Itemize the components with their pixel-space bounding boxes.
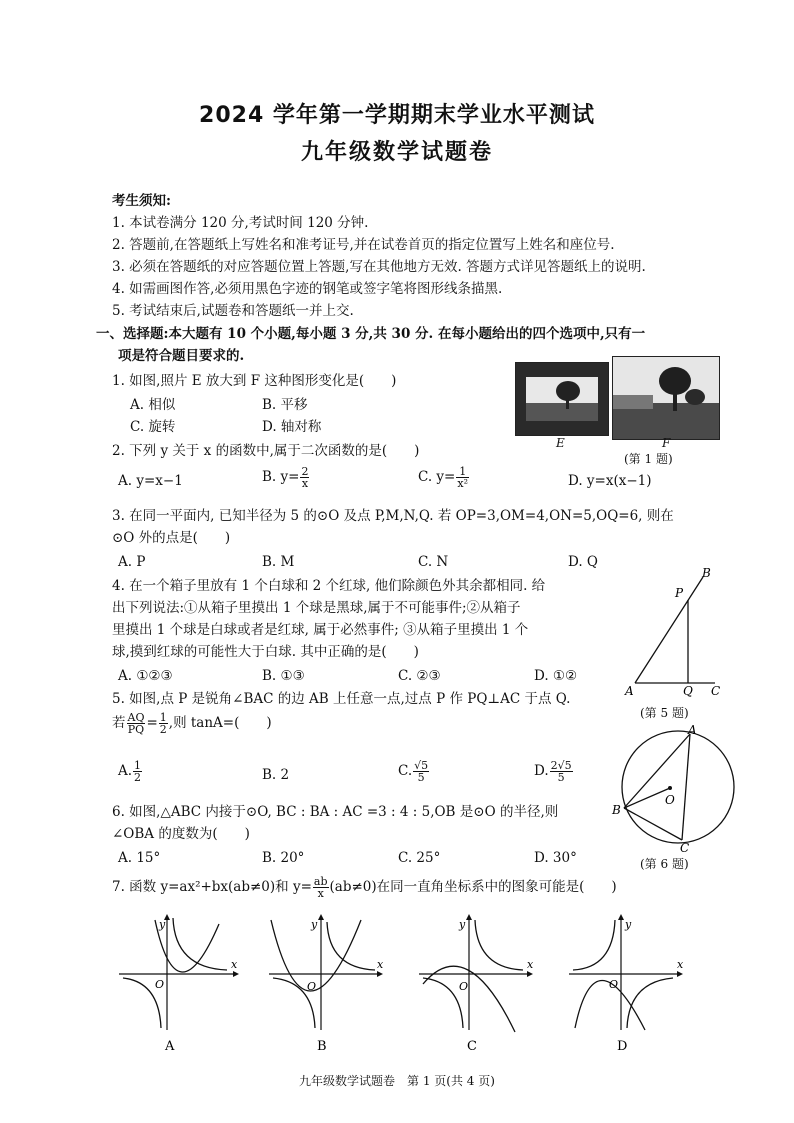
q2-option-a: A. y=x−1: [118, 473, 183, 489]
q5-d-num: 2√5: [550, 759, 572, 772]
q6-stem-2: ∠OBA 的度数为( ): [112, 826, 250, 842]
q4-stem-4: 球,摸到红球的可能性大于白球. 其中正确的是( ): [112, 644, 419, 660]
q7-num: ab: [313, 875, 328, 888]
q1-option-c: C. 旋转: [130, 419, 176, 435]
q5-label-a: A: [625, 684, 634, 698]
q6-option-c: C. 25°: [398, 850, 441, 866]
q6-option-a: A. 15°: [118, 850, 161, 866]
page-footer: 九年级数学试题卷 第 1 页(共 4 页): [299, 1074, 495, 1088]
q7-c-axis-y: y: [459, 918, 466, 931]
q3-stem-2: ⊙O 外的点是( ): [112, 530, 231, 546]
q6-option-d: D. 30°: [534, 850, 577, 866]
q6-caption: (第 6 题): [640, 857, 689, 871]
q2-c-num: 1: [456, 466, 469, 478]
exam-title: 2024 学年第一学期期末学业水平测试: [199, 103, 595, 128]
photo-f-image: [613, 357, 719, 439]
notice-item-1: 1. 本试卷满分 120 分,考试时间 120 分钟.: [112, 215, 369, 231]
q7-d-axis-x: x: [677, 958, 684, 971]
q5-c-fraction: [413, 760, 429, 783]
q5-c-den: 5: [417, 771, 425, 784]
q3-option-b: B. M: [262, 554, 295, 570]
q7-c-label: C: [467, 1039, 477, 1054]
q2-b-num: 2: [301, 465, 309, 478]
q3-option-d: D. Q: [568, 554, 598, 570]
q6-label-a: A: [688, 723, 697, 737]
photo-f: [612, 356, 720, 440]
q4-option-c: C. ②③: [398, 668, 441, 684]
q7-d-axis-y: y: [625, 918, 632, 931]
q7-den: x: [317, 887, 324, 900]
q5-label-c: C: [711, 684, 721, 698]
q5-option-b: B. 2: [262, 767, 290, 783]
q4-option-b: B. ①③: [262, 668, 305, 684]
q5-option-c: [398, 760, 430, 783]
q3-option-c: C. N: [418, 554, 449, 570]
notice-item-4: 4. 如需画图作答,必须用黑色字迹的钢笔或签字笔将图形线条描黑.: [112, 281, 503, 297]
q2-option-d: D. y=x(x−1): [568, 473, 652, 489]
q2-b-prefix: B. y=: [262, 469, 300, 485]
q7-a-origin: O: [155, 978, 165, 991]
q6-option-b: B. 20°: [262, 850, 305, 866]
photo-e: [515, 362, 609, 436]
q4-option-a: A. ①②③: [118, 668, 173, 684]
q5-stem-1: 5. 如图,点 P 是锐角∠BAC 的边 AB 上任意一点,过点 P 作 PQ⊥AC 于点 Q.: [112, 691, 571, 707]
q5-num-2: 1: [159, 711, 167, 724]
q5-pre: 若: [112, 715, 126, 731]
q5-option-d: [534, 760, 574, 783]
q4-option-d: D. ①②: [534, 668, 578, 684]
q7-graph-c: [415, 912, 550, 1057]
notice-heading: 考生须知:: [112, 193, 171, 209]
q7-graph-d: [565, 912, 700, 1057]
q5-d-prefix: D.: [534, 763, 549, 779]
q7-c-origin: O: [459, 980, 469, 993]
q5-c-num: √5: [414, 759, 429, 772]
q3-stem-1: 3. 在同一平面内, 已知半径为 5 的⊙O 及点 P,M,N,Q. 若 OP=3,OM=4,ON=5,OQ=6, 则在: [112, 508, 674, 524]
q7-a-label: A: [165, 1039, 175, 1054]
q2-stem: 2. 下列 y 关于 x 的函数中,属于二次函数的是( ): [112, 443, 420, 459]
q7-b-axis-x: x: [377, 958, 384, 971]
q2-option-c: [418, 466, 470, 489]
q5-fraction-2: [159, 712, 168, 735]
q7-graph-a: [115, 912, 250, 1057]
q5-label-p: P: [675, 586, 684, 600]
q6-label-o: O: [665, 793, 675, 807]
notice-item-3: 3. 必须在答题纸的对应答题位置上答题,写在其他地方无效. 答题方式详见答题纸上的说明.: [112, 259, 646, 275]
photo-e-image: [516, 363, 608, 435]
q7-b-label: B: [317, 1039, 327, 1054]
q2-option-b: [262, 466, 310, 489]
q5-a-num: 1: [134, 759, 142, 772]
q5-figure: [615, 565, 735, 700]
q7-stem: [112, 876, 617, 899]
q7-stem-post: (ab≠0)在同一直角坐标系中的图象可能是( ): [329, 879, 617, 895]
q7-a-axis-y: y: [159, 918, 166, 931]
q5-caption: (第 5 题): [640, 706, 689, 720]
q6-label-b: B: [612, 803, 621, 817]
q5-stem-2: [112, 712, 272, 735]
q7-d-origin: O: [609, 978, 619, 991]
q5-den-1: PQ: [127, 723, 145, 736]
section-heading-1: 一、选择题:本大题有 10 个小题,每小题 3 分,共 30 分. 在每小题给出的四个选项中,只有一: [96, 326, 646, 342]
q2-c-fraction: [456, 466, 469, 489]
q3-option-a: A. P: [118, 554, 146, 570]
q4-stem-1: 4. 在一个箱子里放有 1 个白球和 2 个红球, 他们除颜色外其余都相同. 给: [112, 578, 546, 594]
q5-label-b: B: [702, 566, 711, 580]
q6-figure: [608, 722, 748, 852]
q5-a-prefix: A.: [118, 763, 133, 779]
q7-b-axis-y: y: [311, 918, 318, 931]
q6-stem-1: 6. 如图,△ABC 内接于⊙O, BC : BA : AC =3 : 4 : 5,OB 是⊙O 的半径,则: [112, 804, 559, 820]
q5-post: ,则 tanA=( ): [168, 715, 272, 731]
q5-label-q: Q: [683, 684, 693, 698]
q5-num-1: AQ: [127, 711, 145, 724]
q6-label-c: C: [680, 841, 690, 852]
q5-fraction-1: [127, 712, 146, 735]
label-f: F: [662, 436, 671, 450]
q7-stem-pre: 7. 函数 y=ax²+bx(ab≠0)和 y=: [112, 879, 312, 895]
q5-a-fraction: [133, 760, 142, 783]
q5-mid: =: [146, 715, 158, 731]
q4-stem-2: 出下列说法:①从箱子里摸出 1 个球是黑球,属于不可能事件;②从箱子: [112, 600, 521, 616]
label-e: E: [556, 436, 565, 450]
q7-d-label: D: [617, 1039, 628, 1054]
q1-option-d: D. 轴对称: [262, 419, 322, 435]
q5-option-a: [118, 760, 143, 783]
q7-b-origin: O: [307, 980, 317, 993]
q1-stem: 1. 如图,照片 E 放大到 F 这种图形变化是( ): [112, 373, 397, 389]
notice-item-2: 2. 答题前,在答题纸上写姓名和准考证号,并在试卷首页的指定位置写上姓名和座位号.: [112, 237, 615, 253]
notice-item-5: 5. 考试结束后,试题卷和答题纸一并上交.: [112, 303, 354, 319]
q4-stem-3: 里摸出 1 个球是白球或者是红球, 属于必然事件; ③从箱子里摸出 1 个: [112, 622, 529, 638]
q1-option-a: A. 相似: [130, 397, 176, 413]
section-heading-2: 项是符合题目要求的.: [118, 348, 245, 364]
q5-d-den: 5: [557, 771, 565, 784]
q5-a-den: 2: [134, 771, 142, 784]
q2-c-prefix: C. y=: [418, 469, 456, 485]
q2-b-den: x: [301, 477, 309, 490]
q2-c-den: x²: [457, 477, 468, 490]
q1-option-b: B. 平移: [262, 397, 308, 413]
q2-b-fraction: [300, 466, 309, 489]
exam-subtitle: 九年级数学试题卷: [300, 140, 493, 165]
q5-den-2: 2: [159, 723, 167, 736]
q7-a-axis-x: x: [231, 958, 238, 971]
q7-c-axis-x: x: [527, 958, 534, 971]
q7-fraction: [313, 876, 329, 899]
q1-caption: (第 1 题): [624, 452, 673, 466]
q7-graph-b: [265, 912, 400, 1057]
q5-c-prefix: C.: [398, 763, 413, 779]
q5-d-fraction: [550, 760, 573, 783]
